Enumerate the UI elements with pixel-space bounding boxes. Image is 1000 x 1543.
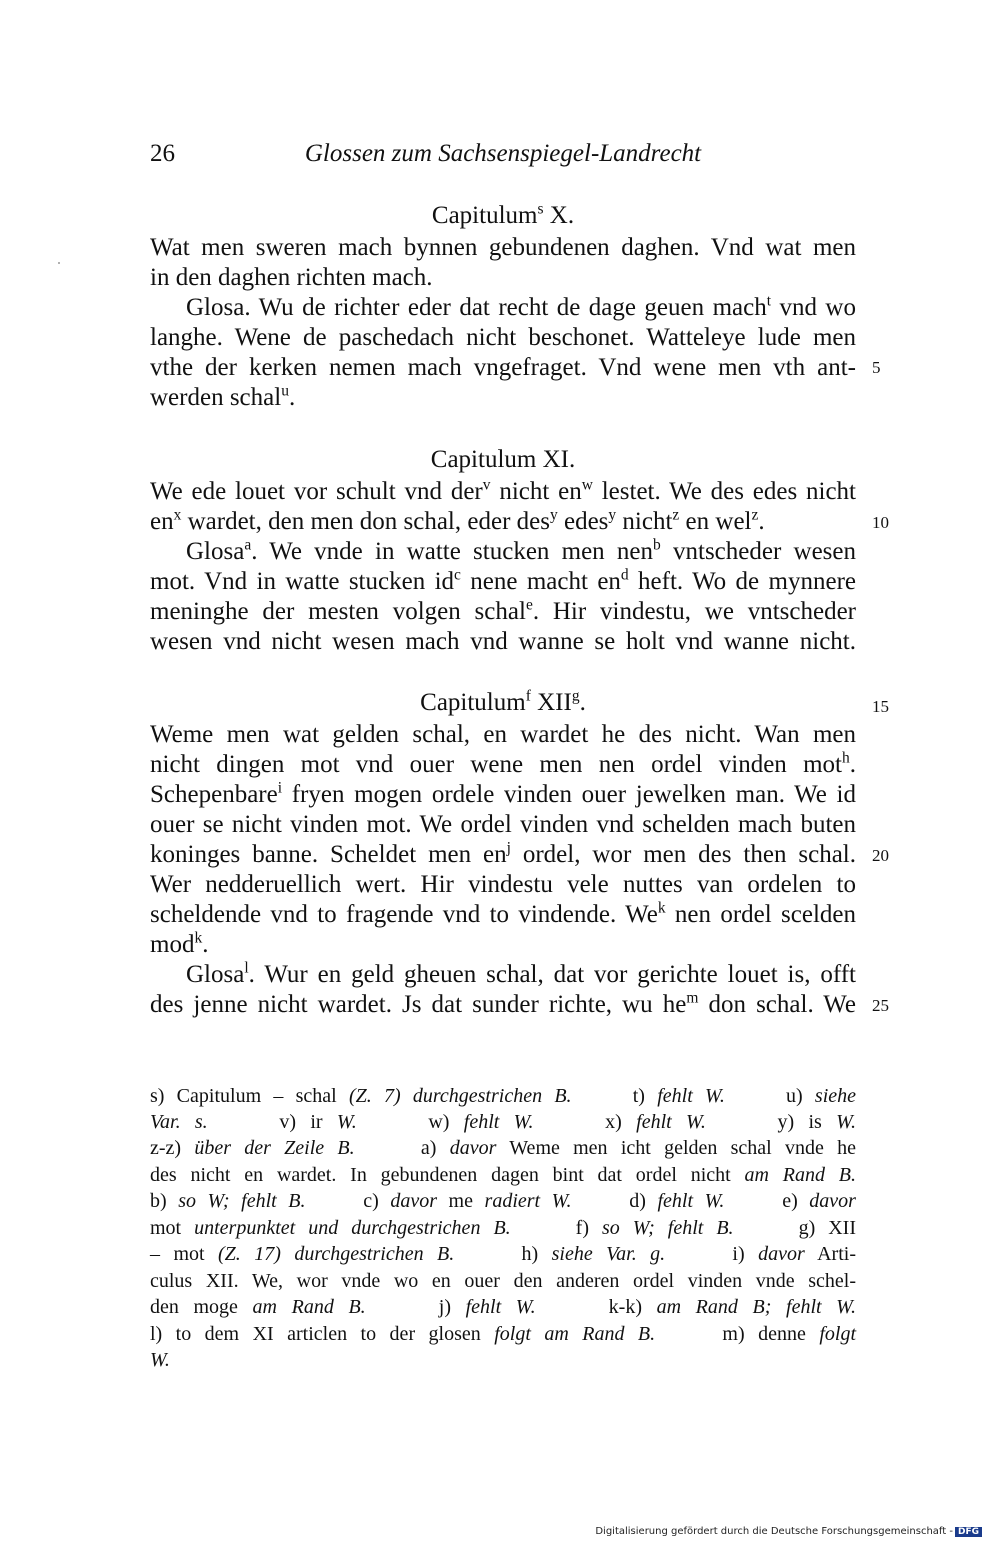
line-number: 5 xyxy=(872,358,881,377)
dfg-notice xyxy=(595,1526,982,1537)
footnote-line: des nicht en wardet. In gebundenen dagen bint dat ordel nicht am Rand B. xyxy=(150,1164,856,1186)
text-line: Glosa. Wu de richter eder dat recht de dage geuen mach$^t$ vnd wo xyxy=(186,292,856,321)
footnote-line: l) to dem XI articlen to der glosen folgt am Rand B. m) denne folgt xyxy=(150,1323,856,1345)
text-line: werden schal$^u$. xyxy=(150,382,296,411)
chapter-title-xi: Capitulum XI. xyxy=(430,446,576,473)
text-line: Wer nedderuellich wert. Hir vindestu vele nuttes van ordelen to xyxy=(150,871,856,898)
text-line: Weme men wat gelden schal, en wardet he des nicht. Wan men xyxy=(150,721,856,748)
line-number: 20 xyxy=(872,846,889,865)
page-number: 26 xyxy=(150,140,175,167)
text-line: meninghe der mesten volgen schal$^e$. Hir vindestu, we vntscheder xyxy=(150,596,857,625)
text-line: Wat men sweren mach bynnen gebundenen daghen. Vnd wat men xyxy=(150,234,856,261)
text-line: koninges banne. Scheldet men $en^j$ ordel, wor men des then schal. xyxy=(150,839,856,868)
chapter-title-xii: Capitulum$^f$ XII$^g$. xyxy=(420,687,586,716)
text-line: nicht dingen mot vnd ouer wene men nen ordel vinden mot$^h$. xyxy=(150,749,856,778)
footnote-line: W. xyxy=(150,1349,170,1371)
line-number: 10 xyxy=(872,513,889,532)
footnote-line: den moge am Rand B. j) fehlt W. k-k) am Rand B; fehlt W. xyxy=(150,1296,857,1318)
text-line: langhe. Wene de paschedach nicht beschonet. Watteleye lude men xyxy=(150,324,856,351)
dfg-logo-icon: DFG xyxy=(955,1527,982,1537)
footnote-line: culus XII. We, wor vnde wo en ouer den anderen ordel vinden vnde schel- xyxy=(150,1270,856,1292)
text-line: We ede louet vor schult vnd der$^v$ nicht $en^w$ lestet. We des edes nicht xyxy=(150,476,856,505)
chapter-title-x: Capitulum$^s$ X. xyxy=(431,200,575,229)
scan-speck xyxy=(58,262,60,264)
running-head: Glossen zum Sachsenspiegel-Landrecht xyxy=(304,140,702,167)
text-line: wesen vnd nicht wesen mach vnd wanne se holt vnd wanne nicht. xyxy=(150,628,856,655)
text-line: Glosa$^l$. Wur en geld gheuen schal, dat vor gerichte louet is, offt xyxy=(186,959,856,988)
text-line: $en^x$ wardet, den men don schal, eder des$^y$ edes$^y$ nicht$^z$ en wel$^z$. xyxy=(150,506,765,535)
text-line: ouer se nicht vinden mot. We ordel vinden vnd schelden mach buten xyxy=(150,811,856,838)
footnote-line: – mot (Z. 17) durchgestrichen B. h) siehe Var. g. i) davor Arti- xyxy=(150,1243,856,1265)
footnote-line: mot unterpunktet und durchgestrichen B. f) so W; fehlt B. g) XII xyxy=(150,1217,856,1239)
footnote-line: b) so W; fehlt B. c) davor me radiert W. d) fehlt W. e) davor xyxy=(150,1190,856,1212)
text-line: des jenne nicht wardet. Js dat sunder richte, wu $he^m$ don schal. We xyxy=(150,989,857,1018)
text-line: scheldende vnd to fragende vnd to vindende. We$^k$ nen ordel scelden xyxy=(150,899,856,928)
footnote-line: z-z) über der Zeile B. a) davor Weme men icht gelden schal vnde he xyxy=(150,1137,856,1159)
footnote-line: s) Capitulum – schal (Z. 7) durchgestrichen B. t) fehlt W. u) siehe xyxy=(150,1085,856,1107)
text-line: Glosa$^a$. We vnde in watte stucken men nen$^b$ vntscheder wesen xyxy=(186,536,856,565)
dfg-notice-text: Digitalisierung gefördert durch die Deutsche Forschungsgemeinschaft - xyxy=(595,1526,953,1537)
text-line: mot. Vnd in watte stucken $id^c$ nene macht $en^d$ heft. Wo de mynnere xyxy=(150,566,856,595)
text-line: vthe der kerken nemen mach vngefraget. Vnd wene men vth ant- xyxy=(150,354,856,381)
footnote-line: Var. s. v) ir W. w) fehlt W. x) fehlt W. y) is W. xyxy=(150,1111,856,1133)
text-line: Schepenbare$^i$ fryen mogen ordele vinden ouer jewelken man. We id xyxy=(150,779,856,808)
line-number: 15 xyxy=(872,697,889,716)
line-number: 25 xyxy=(872,996,889,1015)
text-line: mod$^k$. xyxy=(150,929,209,958)
text-line: in den daghen richten mach. xyxy=(150,264,433,291)
